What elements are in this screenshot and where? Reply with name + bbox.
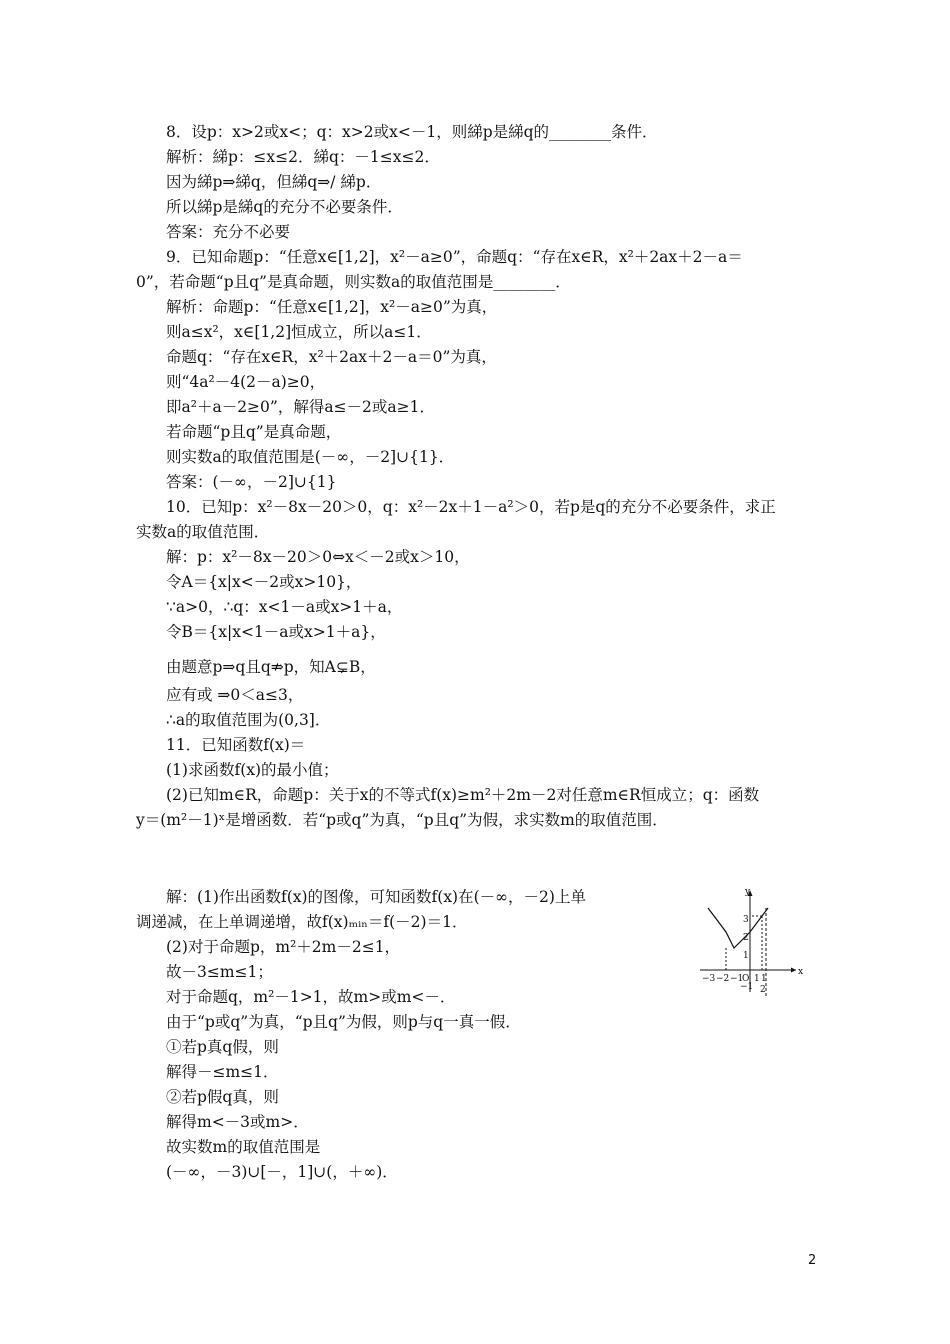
text-line: 则a≤x²，x∈[1,2]恒成立，所以a≤1． bbox=[166, 323, 432, 341]
text-line: 0”，若命题“p且q”是真命题，则实数a的取值范围是________． bbox=[136, 273, 571, 291]
x-tick-label: 1 bbox=[754, 974, 760, 984]
x-tick-label: 1 bbox=[761, 974, 767, 984]
text-line: ∵a>0，∴q：x<1－a或x>1＋a， bbox=[166, 598, 403, 616]
text-line: ∴a的取值范围为(0,3]． bbox=[166, 711, 331, 729]
text-line: 答案：(－∞，－2]∪{1} bbox=[166, 473, 337, 491]
text-line: 9．已知命题p：“任意x∈[1,2]，x²－a≥0”，命题q：“存在x∈R，x²＋2ax＋2－a＝ bbox=[166, 248, 743, 266]
text-line: 实数a的取值范围． bbox=[136, 523, 270, 541]
text-line: 令A＝{x|x<－2或x>10}， bbox=[166, 573, 362, 591]
text-line: 解析：命题p：“任意x∈[1,2]，x²－a≥0”为真， bbox=[166, 298, 498, 316]
text-line: 若命题“p且q”是真命题， bbox=[166, 423, 342, 441]
x-axis-label: x bbox=[798, 967, 804, 977]
text-line: 对于命题q，m²－1>1，故m>或m<－． bbox=[166, 988, 456, 1006]
text-line: 解析：綈p：≤x≤2．綈q：－1≤x≤2． bbox=[166, 148, 440, 166]
x-tick-label: 2 bbox=[760, 985, 766, 995]
text-line: 由题意p⇒q且q⇏p，知A⊊B， bbox=[166, 658, 376, 676]
x-tick-label: −3 bbox=[702, 974, 716, 984]
text-line: 则“4a²－4(2－a)≥0， bbox=[166, 373, 326, 391]
x-axis-arrow-icon bbox=[791, 968, 796, 973]
y-tick-label: −1 bbox=[740, 982, 754, 992]
text-line: 解：p：x²－8x－20＞0⇔x＜－2或x＞10， bbox=[166, 548, 470, 566]
x-tick-label: −1 bbox=[730, 974, 744, 984]
text-line: 即a²＋a－2≥0”，解得a≤－2或a≥1． bbox=[166, 398, 436, 416]
text-line: (－∞，－3)∪[－，1]∪(，＋∞)． bbox=[166, 1163, 398, 1181]
text-line: 解得－≤m≤1． bbox=[166, 1063, 279, 1081]
text-line: 所以綈p是綈q的充分不必要条件． bbox=[166, 198, 403, 216]
y-tick-label: 3 bbox=[743, 915, 749, 925]
x-tick-label: −2 bbox=[716, 974, 730, 984]
text-line: 8．设p：x>2或x<；q：x>2或x<－1，则綈p是綈q的________条件． bbox=[166, 123, 658, 141]
y-tick-label: 2 bbox=[743, 933, 749, 943]
page-number: 2 bbox=[808, 1253, 817, 1268]
text-line: 解得m<－3或m>． bbox=[166, 1113, 309, 1131]
text-line: 10．已知p：x²－8x－20＞0，q：x²－2x＋1－a²＞0，若p是q的充分不必要条件，求正 bbox=[166, 498, 776, 516]
text-line: (2)已知m∈R，命题p：关于x的不等式f(x)≥m²＋2m－2对任意m∈R恒成立；q：函数 bbox=[166, 786, 760, 804]
text-line: 命题q：“存在x∈R，x²＋2ax＋2－a＝0”为真， bbox=[166, 348, 497, 366]
y-tick-label: 1 bbox=[743, 951, 749, 961]
text-line: 答案：充分不必要 bbox=[166, 223, 291, 241]
x-tick-label: O bbox=[742, 974, 750, 984]
text-line: 解：(1)作出函数f(x)的图像，可知函数f(x)在(－∞，－2)上单 bbox=[166, 888, 586, 906]
text-line: 因为綈p⇒綈q，但綈q⇒/ 綈p． bbox=[166, 173, 382, 191]
text-line: 11．已知函数f(x)＝ bbox=[166, 736, 306, 754]
y-axis-label: y bbox=[745, 887, 751, 897]
text-line: 故－3≤m≤1； bbox=[166, 963, 273, 981]
function-curve bbox=[708, 908, 768, 948]
text-line: 故实数m的取值范围是 bbox=[166, 1138, 321, 1156]
text-line: 调递减，在上单调递增，故f(x)ₘᵢₙ＝f(－2)＝1． bbox=[136, 913, 468, 931]
text-line: 由于“p或q”为真，“p且q”为假，则p与q一真一假． bbox=[166, 1013, 521, 1031]
text-line: (2)对于命题p，m²＋2m－2≤1， bbox=[166, 938, 401, 956]
text-line: 应有或 ⇒0＜a≤3， bbox=[166, 686, 304, 704]
text-line: ②若p假q真，则 bbox=[166, 1088, 279, 1106]
text-line: ①若p真q假，则 bbox=[166, 1038, 279, 1056]
text-line: (1)求函数f(x)的最小值； bbox=[166, 761, 339, 779]
text-line: 令B＝{x|x<1－a或x>1＋a}， bbox=[166, 623, 386, 641]
function-graph bbox=[698, 886, 808, 996]
text-line: y＝(m²－1)ˣ是增函数．若“p或q”为真，“p且q”为假，求实数m的取值范围． bbox=[136, 811, 668, 829]
text-line: 则实数a的取值范围是(－∞，－2]∪{1}． bbox=[166, 448, 455, 466]
